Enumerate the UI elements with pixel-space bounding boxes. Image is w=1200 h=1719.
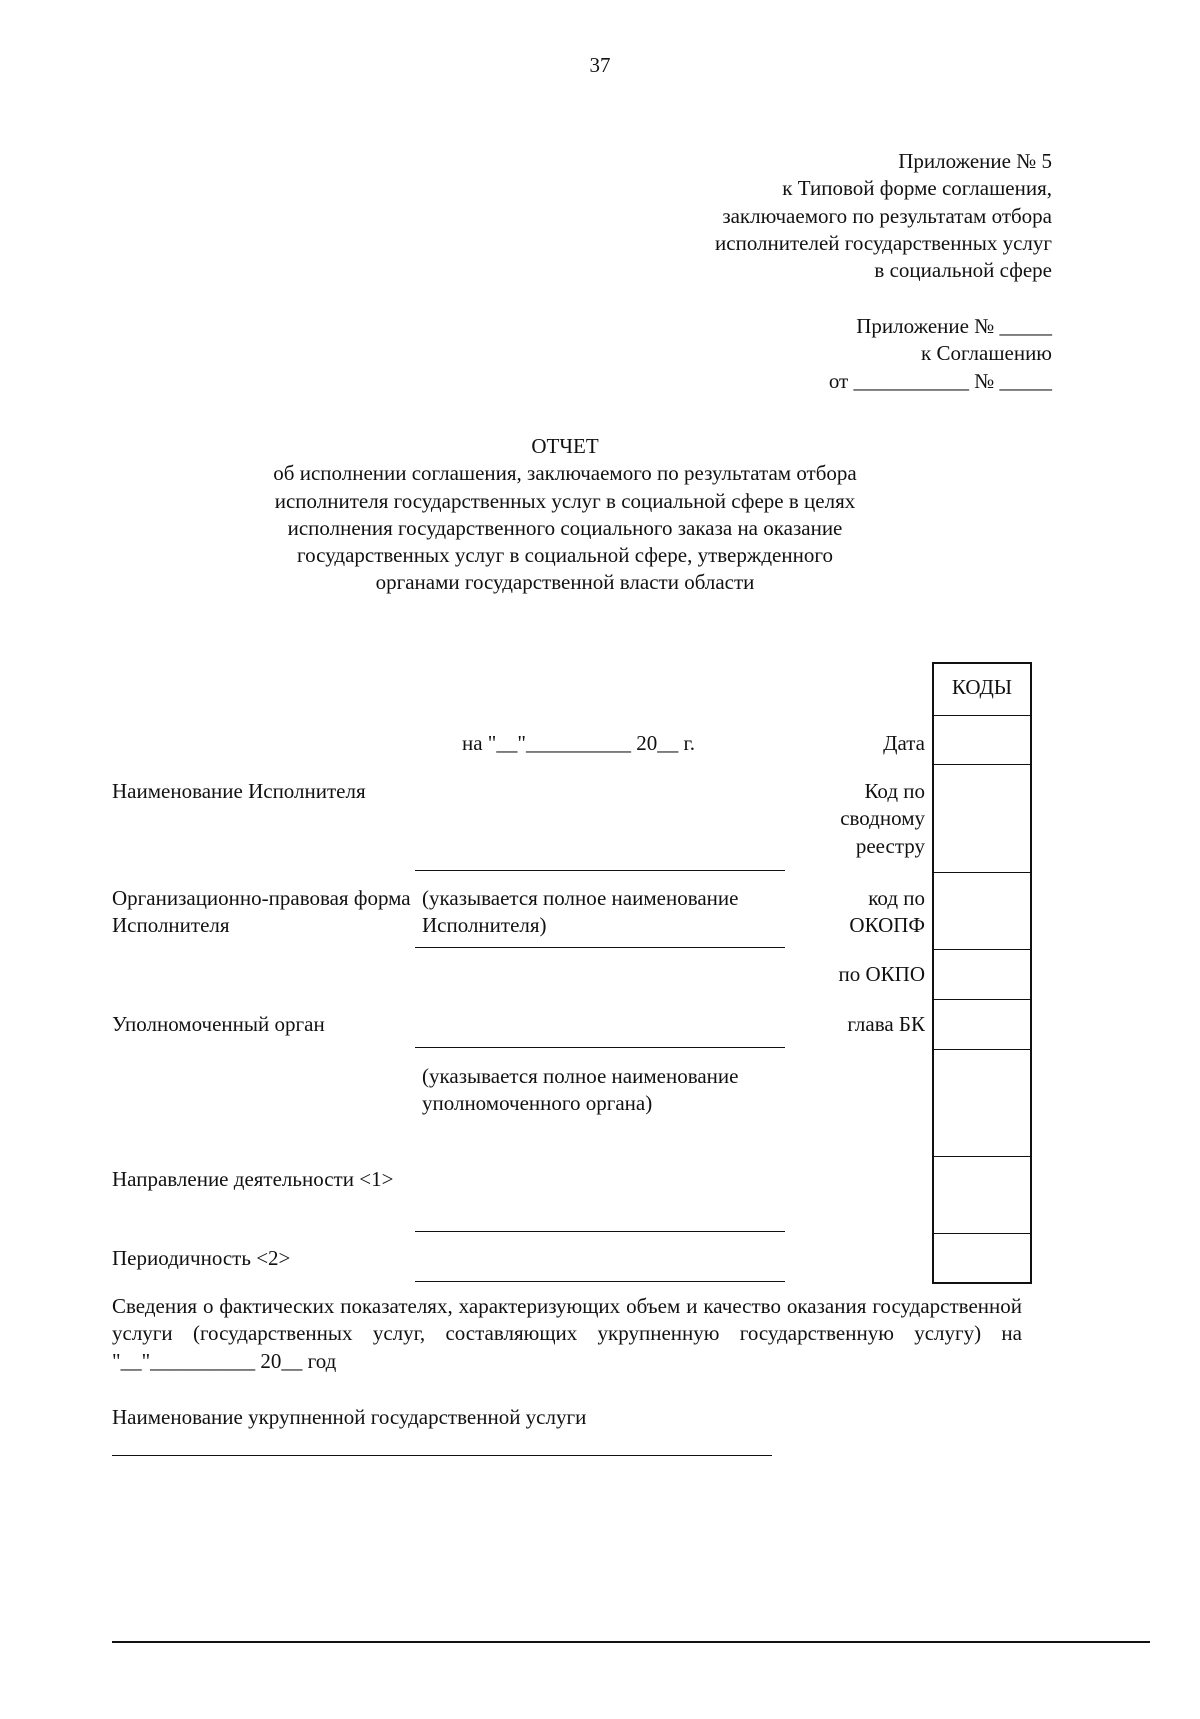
- executor-name-line: [415, 870, 785, 871]
- label-executor-name: Наименование Исполнителя: [112, 779, 366, 803]
- consolidated-service-label: Наименование укрупненной государственной услуги: [112, 1405, 587, 1429]
- agreement-ref-line: Приложение № _____: [856, 314, 1052, 338]
- periodicity-line: [415, 1281, 785, 1282]
- legal-form-line: [415, 947, 785, 948]
- appendix-line: к Типовой форме соглашения,: [782, 176, 1052, 201]
- appendix-line: Приложение № 5: [898, 149, 1052, 173]
- agreement-reference: [552, 313, 1052, 395]
- codes-divider: [932, 1233, 1032, 1234]
- agreement-ref-line: к Соглашению: [921, 341, 1052, 366]
- title-line: исполнения государственного социального заказа на оказание: [287, 515, 843, 540]
- label-activity: Направление деятельности <1>: [112, 1167, 394, 1191]
- code-label-okopf: код по ОКОПФ: [849, 886, 925, 938]
- codes-divider: [932, 715, 1032, 716]
- title-line: исполнителя государственных услуг в социальной сфере в целях: [274, 488, 856, 513]
- authorized-body-line: [415, 1047, 785, 1048]
- title-line: государственных услуг в социальной сфере, утвержденного: [297, 543, 833, 568]
- report-title: [150, 433, 980, 597]
- consolidated-service-line: [112, 1455, 772, 1456]
- code-label-okpo: по ОКПО: [838, 962, 925, 986]
- code-label-date: Дата: [883, 731, 925, 755]
- codes-divider: [932, 1049, 1032, 1050]
- report-heading: ОТЧЕТ: [531, 434, 599, 458]
- agreement-ref-line: от ___________ № _____: [828, 368, 1052, 393]
- label-periodicity: Периодичность <2>: [112, 1246, 291, 1270]
- label-legal-form: Организационно-правовая форма Исполнителя: [112, 886, 411, 938]
- date-line: на "__"__________ 20__ г.: [462, 731, 695, 755]
- appendix-line: заключаемого по результатам отбора: [722, 203, 1052, 228]
- codes-header: КОДЫ: [951, 675, 1013, 699]
- activity-line: [415, 1231, 785, 1232]
- page-number: 37: [589, 53, 611, 77]
- codes-box: [932, 662, 1032, 1284]
- appendix-block: [552, 148, 1052, 284]
- footnote-separator: [112, 1641, 1150, 1643]
- codes-divider: [932, 949, 1032, 950]
- body-hint: (указывается полное наименование уполномоченного органа): [422, 1064, 739, 1116]
- title-line: об исполнении соглашения, заключаемого по результатам отбора: [273, 461, 857, 486]
- codes-divider: [932, 872, 1032, 873]
- appendix-line: в социальной сфере: [874, 258, 1052, 283]
- code-label-registry: Код по сводному реестру: [840, 779, 925, 858]
- executor-hint: (указывается полное наименование Исполнителя): [422, 886, 739, 938]
- info-paragraph: Сведения о фактических показателях, характеризующих объем и качество оказания государственной услуги (государственных услуг, составляющих укрупненную государственную услугу) на "__"__________ 20__ год: [112, 1294, 1022, 1373]
- label-authorized-body: Уполномоченный орган: [112, 1012, 325, 1036]
- codes-divider: [932, 764, 1032, 765]
- appendix-line: исполнителей государственных услуг: [715, 230, 1052, 255]
- codes-divider: [932, 1156, 1032, 1157]
- codes-divider: [932, 999, 1032, 1000]
- title-line: органами государственной власти области: [375, 570, 755, 595]
- code-label-bk: глава БК: [847, 1012, 925, 1036]
